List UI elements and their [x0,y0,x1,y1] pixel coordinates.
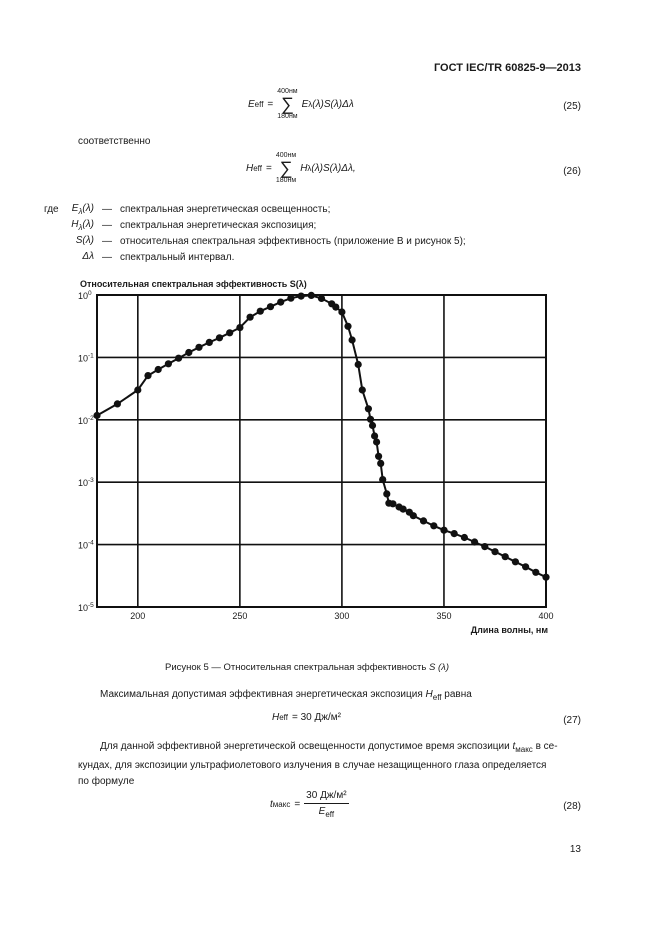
y-tick-label: $10^{-4}$ [78,539,94,551]
def-dash: — [102,235,112,247]
data-point [349,336,356,343]
eq25-body: E [301,98,309,110]
eq27-rhs: = 30 Дж/м² [291,712,341,723]
y-tick-label: $10^{-2}$ [78,414,94,426]
caption-symbol: S [429,662,436,673]
eq26-body: H [300,162,308,174]
eq26-lhs: H [246,162,254,174]
data-point [440,527,447,534]
series-line [97,295,546,577]
data-point [512,558,519,565]
para1-symbol: H [425,689,433,700]
def-row [36,233,466,249]
eq28-number: (28) [563,801,581,812]
def-symbol: S(λ) [75,234,94,246]
eq26-sum [276,152,296,184]
data-point [373,438,380,445]
data-point [365,405,372,412]
x-tick-label: 400 [538,611,554,621]
plot-frame [97,295,546,607]
y-tick-label: $10^{-3}$ [78,477,94,489]
data-point [491,548,498,555]
figure-caption [165,662,449,673]
eq26-sum-bottom: 180нм [275,177,297,184]
def-dash: — [102,203,112,215]
eq28-fraction [304,790,348,819]
data-point [93,412,100,419]
eq26-sum-top: 400нм [275,152,297,159]
eq26-number: (26) [563,166,581,177]
data-point [383,490,390,497]
eq28-equals: = [294,799,301,810]
caption-prefix: Рисунок 5 — Относительная спектральная эффективность [165,662,427,673]
data-point [226,329,233,336]
data-point [522,563,529,570]
para1-sub: eff [432,693,442,702]
def-symbol: $E_\lambda(\lambda)$ [71,202,94,216]
data-point [502,553,509,560]
data-point [375,453,382,460]
data-point [471,538,478,545]
data-point [420,517,427,524]
chart-grid [97,295,546,607]
sigma-icon: ∑ [281,94,294,114]
data-point [185,349,192,356]
data-point [195,344,202,351]
eq25-lhs-sub: eff [254,99,264,109]
data-point [175,355,182,362]
equation-25 [248,88,354,120]
data-point [430,522,437,529]
eq26-lhs-sub: eff [253,163,262,173]
eq25-number: (25) [563,101,581,112]
document-header: ГОСТ IEC/TR 60825-9—2013 [433,62,581,74]
data-point [379,476,386,483]
chart-series [93,292,549,581]
eq25-sum-bottom: 180нм [277,113,298,120]
spectral-efficiency-chart [0,270,661,645]
def-dash: — [102,251,112,263]
y-tick-label: $10^0$ [78,290,92,301]
para2-line3: по формуле [78,776,135,787]
data-point [377,460,384,467]
data-point [542,574,549,581]
para2-line1: Для данной эффективной энергетической освещенности допустимое время экспозиции $t_{макс}$ в се- [100,741,558,754]
eq26-equals: = [265,162,272,174]
eq25-args: (λ)S(λ)Δλ [312,98,354,110]
data-point [451,530,458,537]
def-symbol: Δλ [82,250,94,262]
def-text: спектральный интервал. [120,251,235,263]
def-symbol: $H_\lambda(\lambda)$ [71,218,94,232]
x-tick-label: 350 [436,611,452,621]
text-respectively: соответственно [78,136,151,147]
eq26-args: (λ)S(λ)Δλ, [311,162,356,174]
para1-tail: равна [444,689,472,700]
chart-axis-labels [78,290,554,621]
page-number: 13 [569,844,581,855]
data-point [389,500,396,507]
eq27-number: (27) [563,715,581,726]
equation-27 [272,712,341,723]
eq25-body-sub: λ [308,99,313,109]
data-point [236,324,243,331]
eq27-lhs: H [272,712,280,723]
chart-xlabel: Длина волны, нм [470,625,548,635]
eq25-sum-top: 400нм [277,88,298,95]
paragraph-max-exposure [100,689,472,702]
x-tick-label: 200 [130,611,146,621]
eq27-lhs-sub: eff [279,713,288,722]
data-point [400,506,407,513]
data-point [206,339,213,346]
data-point [338,308,345,315]
x-tick-label: 250 [232,611,248,621]
eq28-lhs-sub: макс [272,800,291,809]
eq25-sum [277,88,297,120]
data-point [461,534,468,541]
data-point [216,334,223,341]
eq28-numerator: 30 Дж/м² [304,790,348,804]
equation-26 [246,152,356,184]
eq28-denominator: $E_{eff}$ [318,806,335,819]
data-point [355,361,362,368]
chart-ylabel: Относительная спектральная эффективность S(λ) [80,279,307,289]
equation-28 [270,790,349,819]
data-point [257,308,264,315]
data-point [481,543,488,550]
data-point [287,295,294,302]
caption-arg: (λ) [437,662,449,673]
data-point [277,299,284,306]
data-point [332,304,339,311]
data-point [134,386,141,393]
data-point [532,569,539,576]
data-point [144,372,151,379]
y-tick-label: $10^{-1}$ [78,352,94,364]
data-point [369,422,376,429]
data-point [267,303,274,310]
def-row [36,249,466,265]
para1-text: Максимальная допустимая эффективная энергетическая экспозиция [100,689,423,700]
x-tick-label: 300 [334,611,350,621]
data-point [318,295,325,302]
definitions-list [36,201,466,265]
data-point [247,314,254,321]
data-point [308,292,315,299]
eq25-equals: = [267,98,274,110]
eq25-lhs: E [248,98,255,110]
data-point [155,366,162,373]
data-point [359,386,366,393]
data-point [344,323,351,330]
eq28-lhs: t [270,799,273,810]
sigma-icon: ∑ [279,158,293,178]
data-point [367,416,374,423]
y-tick-label: $10^{-5}$ [78,602,94,613]
def-text: спектральная энергетическая освещенность; [120,203,331,215]
paragraph-max-time [78,739,583,790]
data-point [410,512,417,519]
data-point [114,400,121,407]
defs-lead: где [44,204,59,215]
def-dash: — [102,219,112,231]
def-text: относительная спектральная эффективность (приложение В и рисунок 5); [120,235,466,247]
para2-line2: кундах, для экспозиции ультрафиолетового излучения в случае незащищенного глаза определяется [78,760,547,771]
def-text: спектральная энергетическая экспозиция; [120,219,317,231]
eq26-body-sub: λ [307,163,312,173]
data-point [298,293,305,300]
def-row [36,217,466,233]
data-point [165,360,172,367]
def-row [36,201,466,217]
